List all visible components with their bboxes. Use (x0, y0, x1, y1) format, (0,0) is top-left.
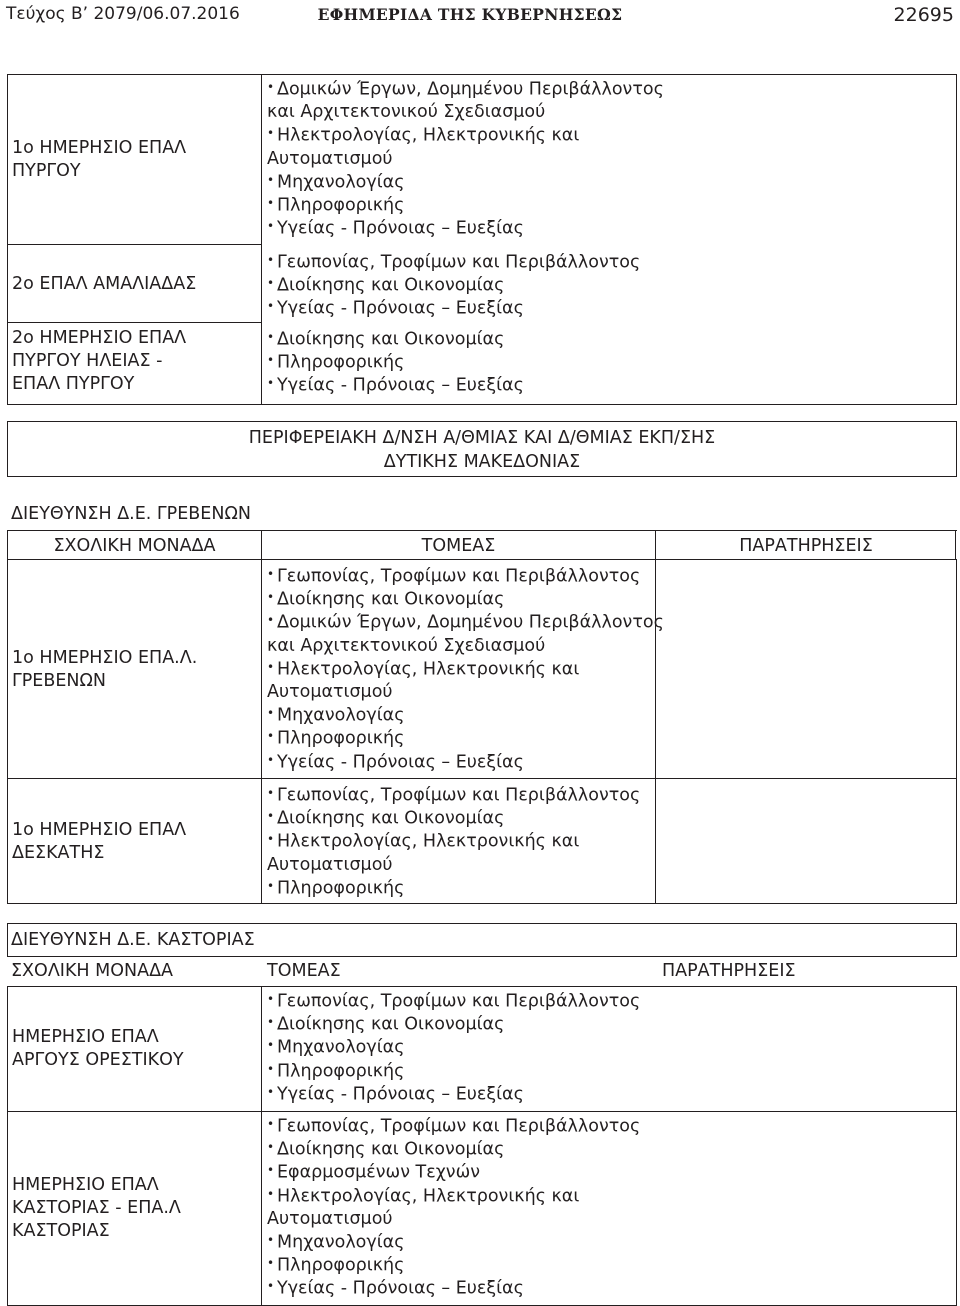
sector-label: Αυτοματισμού (267, 148, 393, 169)
sector-item (267, 830, 652, 853)
sector-item (267, 171, 652, 194)
school-unit-line: 1ο ΗΜΕΡΗΣΙΟ ΕΠΑΛ (12, 138, 187, 158)
bullet-icon: • (267, 1061, 275, 1076)
sector-label: Ηλεκτρολογίας, Ηλεκτρονικής και (277, 125, 580, 146)
sector-item-continuation (267, 101, 652, 124)
sector-label: Ηλεκτρολογίας, Ηλεκτρονικής και (277, 659, 580, 680)
sector-item (267, 78, 664, 101)
column-header-sector: ΤΟΜΕΑΣ (421, 536, 496, 556)
column-header-notes: ΠΑΡΑΤΗΡΗΣΕΙΣ (662, 961, 796, 981)
sector-label: Μηχανολογίας (277, 1037, 405, 1058)
sector-label: Γεωπονίας, Τροφίμων και Περιβάλλοντος (277, 785, 641, 806)
sector-label: Πληροφορικής (277, 1255, 405, 1276)
sector-item (267, 124, 652, 147)
bullet-icon: • (267, 299, 275, 314)
sector-item (267, 1013, 652, 1036)
sector-list (267, 784, 652, 900)
sector-label: Υγείας - Πρόνοιας – Ευεξίας (277, 1278, 524, 1299)
bullet-icon: • (267, 992, 275, 1006)
bullet-icon: • (267, 276, 275, 291)
sector-item (267, 751, 652, 774)
sector-item (267, 297, 652, 320)
school-unit-line: 1ο ΗΜΕΡΗΣΙΟ ΕΠΑ.Λ. (12, 648, 198, 668)
sector-item (267, 1083, 652, 1106)
bullet-icon: • (267, 172, 275, 187)
bullet-icon: • (267, 1232, 275, 1247)
sector-item (267, 611, 664, 634)
sector-item (267, 1254, 652, 1277)
school-unit-line: ΚΑΣΤΟΡΙΑΣ (12, 1221, 110, 1241)
bullet-icon: • (267, 1084, 275, 1099)
sector-label: Αυτοματισμού (267, 854, 393, 875)
bullet-icon: • (267, 253, 275, 267)
bullet-icon: • (267, 832, 275, 847)
sector-item (267, 351, 652, 374)
sector-label: Διοίκησης και Οικονομίας (277, 808, 505, 829)
sector-label: Δομικών Έργων, Δομημένου Περιβάλλοντος (277, 612, 664, 633)
region-title-line2: ΔΥΤΙΚΗΣ ΜΑΚΕΔΟΝΙΑΣ (383, 452, 581, 472)
sector-label: Πληροφορικής (277, 195, 405, 216)
sector-item (267, 1036, 652, 1059)
grevena-divider (655, 530, 656, 904)
region-title-line1: ΠΕΡΙΦΕΡΕΙΑΚΗ Δ/ΝΣΗ Α/ΘΜΙΑΣ ΚΑΙ Δ/ΘΜΙΑΣ ΕΚΠ/ΣΗΣ (248, 428, 716, 448)
sector-label: Πληροφορικής (277, 878, 405, 899)
top-table-divider (261, 74, 262, 405)
bullet-icon: • (267, 1256, 275, 1271)
grevena-edge (7, 530, 8, 560)
sector-item (267, 1115, 652, 1138)
sector-item (267, 1138, 652, 1161)
bullet-icon: • (267, 1015, 275, 1030)
bullet-icon: • (267, 330, 275, 344)
sector-list (267, 565, 664, 774)
sector-list (267, 990, 652, 1106)
bullet-icon: • (267, 878, 275, 893)
grevena-divider (261, 530, 262, 904)
column-header-sector: ΤΟΜΕΑΣ (267, 961, 341, 981)
sector-item (267, 784, 652, 807)
sector-item-continuation (267, 1208, 652, 1231)
column-header-unit: ΣΧΟΛΙΚΗ ΜΟΝΑΔΑ (53, 536, 216, 556)
bullet-icon: • (267, 752, 275, 767)
top-table-rule (7, 244, 262, 245)
sector-item (267, 658, 652, 681)
bullet-icon: • (267, 195, 275, 210)
school-unit-line: ΠΥΡΓΟΥ (12, 161, 81, 181)
school-unit-line: ΑΡΓΟΥΣ ΟΡΕΣΤΙΚΟΥ (12, 1050, 184, 1070)
sector-item (267, 374, 652, 397)
sector-item (267, 1231, 652, 1254)
bullet-icon: • (267, 1140, 275, 1155)
sector-item (267, 990, 652, 1013)
school-unit-line: 1ο ΗΜΕΡΗΣΙΟ ΕΠΑΛ (12, 820, 187, 840)
sector-label: Υγείας - Πρόνοιας – Ευεξίας (277, 218, 524, 239)
school-unit (12, 819, 257, 865)
school-unit-line: ΗΜΕΡΗΣΙΟ ΕΠΑΛ (12, 1027, 159, 1047)
bullet-icon: • (267, 1279, 275, 1294)
bullet-icon: • (267, 80, 275, 94)
bullet-icon: • (267, 1038, 275, 1053)
school-unit (12, 273, 257, 296)
sector-label: Μηχανολογίας (277, 705, 405, 726)
grevena-edge (955, 530, 956, 560)
sector-item (267, 217, 652, 240)
bullet-icon: • (267, 659, 275, 674)
sector-label: Αυτοματισμού (267, 681, 393, 702)
bullet-icon: • (267, 706, 275, 721)
sector-label: Μηχανολογίας (277, 1232, 405, 1253)
sector-label: Διοίκησης και Οικονομίας (277, 589, 505, 610)
bullet-icon: • (267, 1117, 275, 1131)
sector-item (267, 1161, 652, 1184)
sector-item (267, 251, 652, 274)
school-unit-line: 2ο ΕΠΑΛ ΑΜΑΛΙΑΔΑΣ (12, 274, 197, 294)
sector-item (267, 877, 652, 900)
sector-list (267, 78, 664, 240)
directorate-title: ΔΙΕΥΘΥΝΣΗ Δ.Ε. ΓΡΕΒΕΝΩΝ (11, 504, 251, 524)
school-unit (12, 327, 257, 396)
bullet-icon: • (267, 353, 275, 368)
school-unit (12, 647, 257, 693)
sector-label: Υγείας - Πρόνοιας – Ευεξίας (277, 752, 524, 773)
sector-list (267, 328, 652, 398)
sector-label: Ηλεκτρολογίας, Ηλεκτρονικής και (277, 1186, 580, 1207)
school-unit-line: ΠΥΡΓΟΥ ΗΛΕΙΑΣ - (12, 351, 163, 371)
sector-list (267, 251, 652, 321)
bullet-icon: • (267, 590, 275, 605)
sector-label: Διοίκησης και Οικονομίας (277, 275, 505, 296)
sector-label: Διοίκησης και Οικονομίας (277, 329, 505, 350)
sector-label: Πληροφορικής (277, 728, 405, 749)
sector-item-continuation (267, 635, 652, 658)
school-unit (12, 1026, 257, 1072)
sector-item (267, 807, 652, 830)
bullet-icon: • (267, 376, 275, 391)
sector-label: Πληροφορικής (277, 1061, 405, 1082)
school-unit-line: ΓΡΕΒΕΝΩΝ (12, 671, 106, 691)
sector-label: και Αρχιτεκτονικού Σχεδιασμού (267, 635, 546, 656)
bullet-icon: • (267, 786, 275, 800)
sector-item (267, 274, 652, 297)
sector-label: και Αρχιτεκτονικού Σχεδιασμού (267, 102, 546, 123)
sector-item-continuation (267, 148, 652, 171)
bullet-icon: • (267, 729, 275, 744)
sector-list (267, 1115, 652, 1301)
issue-number: Τεύχος Β’ 2079/06.07.2016 (6, 4, 240, 24)
sector-item (267, 1277, 652, 1300)
school-unit (12, 1174, 257, 1243)
gazette-title: ΕΦΗΜΕΡΙΔΑ ΤΗΣ ΚΥΒΕΡΝΗΣΕΩΣ (317, 5, 623, 24)
grevena-row-rule (7, 778, 957, 779)
sector-label: Γεωπονίας, Τροφίμων και Περιβάλλοντος (277, 991, 641, 1012)
sector-label: Πληροφορικής (277, 352, 405, 373)
page-number: 22695 (893, 4, 954, 26)
section-rule (7, 530, 957, 531)
sector-label: Υγείας - Πρόνοιας – Ευεξίας (277, 298, 524, 319)
sector-label: Διοίκησης και Οικονομίας (277, 1139, 505, 1160)
sector-item (267, 1060, 652, 1083)
school-unit-line: ΕΠΑΛ ΠΥΡΓΟΥ (12, 374, 135, 394)
sector-item (267, 588, 652, 611)
sector-label: Εφαρμοσμένων Τεχνών (277, 1162, 481, 1183)
sector-label: Μηχανολογίας (277, 172, 405, 193)
kastoria-row-rule (7, 1111, 957, 1112)
column-header-notes: ΠΑΡΑΤΗΡΗΣΕΙΣ (739, 536, 873, 556)
bullet-icon: • (267, 567, 275, 581)
sector-label: Γεωπονίας, Τροφίμων και Περιβάλλοντος (277, 252, 641, 273)
kastoria-divider (261, 986, 262, 1306)
bullet-icon: • (267, 126, 275, 141)
top-table-rule (7, 322, 262, 323)
bullet-icon: • (267, 1186, 275, 1201)
sector-label: Γεωπονίας, Τροφίμων και Περιβάλλοντος (277, 1116, 641, 1137)
sector-label: Γεωπονίας, Τροφίμων και Περιβάλλοντος (277, 566, 641, 587)
column-header-unit: ΣΧΟΛΙΚΗ ΜΟΝΑΔΑ (11, 961, 174, 981)
sector-label: Υγείας - Πρόνοιας – Ευεξίας (277, 375, 524, 396)
school-unit-line: ΗΜΕΡΗΣΙΟ ΕΠΑΛ (12, 1175, 159, 1195)
bullet-icon: • (267, 613, 275, 628)
bullet-icon: • (267, 1163, 275, 1178)
sector-label: Δομικών Έργων, Δομημένου Περιβάλλοντος (277, 79, 664, 100)
sector-label: Υγείας - Πρόνοιας – Ευεξίας (277, 1084, 524, 1105)
school-unit-line: ΔΕΣΚΑΤΗΣ (12, 843, 105, 863)
sector-label: Διοίκησης και Οικονομίας (277, 1014, 505, 1035)
sector-label: Αυτοματισμού (267, 1208, 393, 1229)
school-unit-line: 2ο ΗΜΕΡΗΣΙΟ ΕΠΑΛ (12, 328, 187, 348)
sector-item (267, 194, 652, 217)
sector-item (267, 727, 652, 750)
sector-item (267, 328, 652, 351)
sector-item-continuation (267, 854, 652, 877)
bullet-icon: • (267, 219, 275, 234)
directorate-title: ΔΙΕΥΘΥΝΣΗ Δ.Ε. ΚΑΣΤΟΡΙΑΣ (11, 930, 255, 950)
school-unit (12, 137, 257, 183)
bullet-icon: • (267, 809, 275, 824)
sector-item (267, 704, 652, 727)
sector-label: Ηλεκτρολογίας, Ηλεκτρονικής και (277, 831, 580, 852)
sector-item (267, 565, 652, 588)
sector-item-continuation (267, 681, 652, 704)
school-unit-line: ΚΑΣΤΟΡΙΑΣ - ΕΠΑ.Λ (12, 1198, 181, 1218)
sector-item (267, 1185, 652, 1208)
